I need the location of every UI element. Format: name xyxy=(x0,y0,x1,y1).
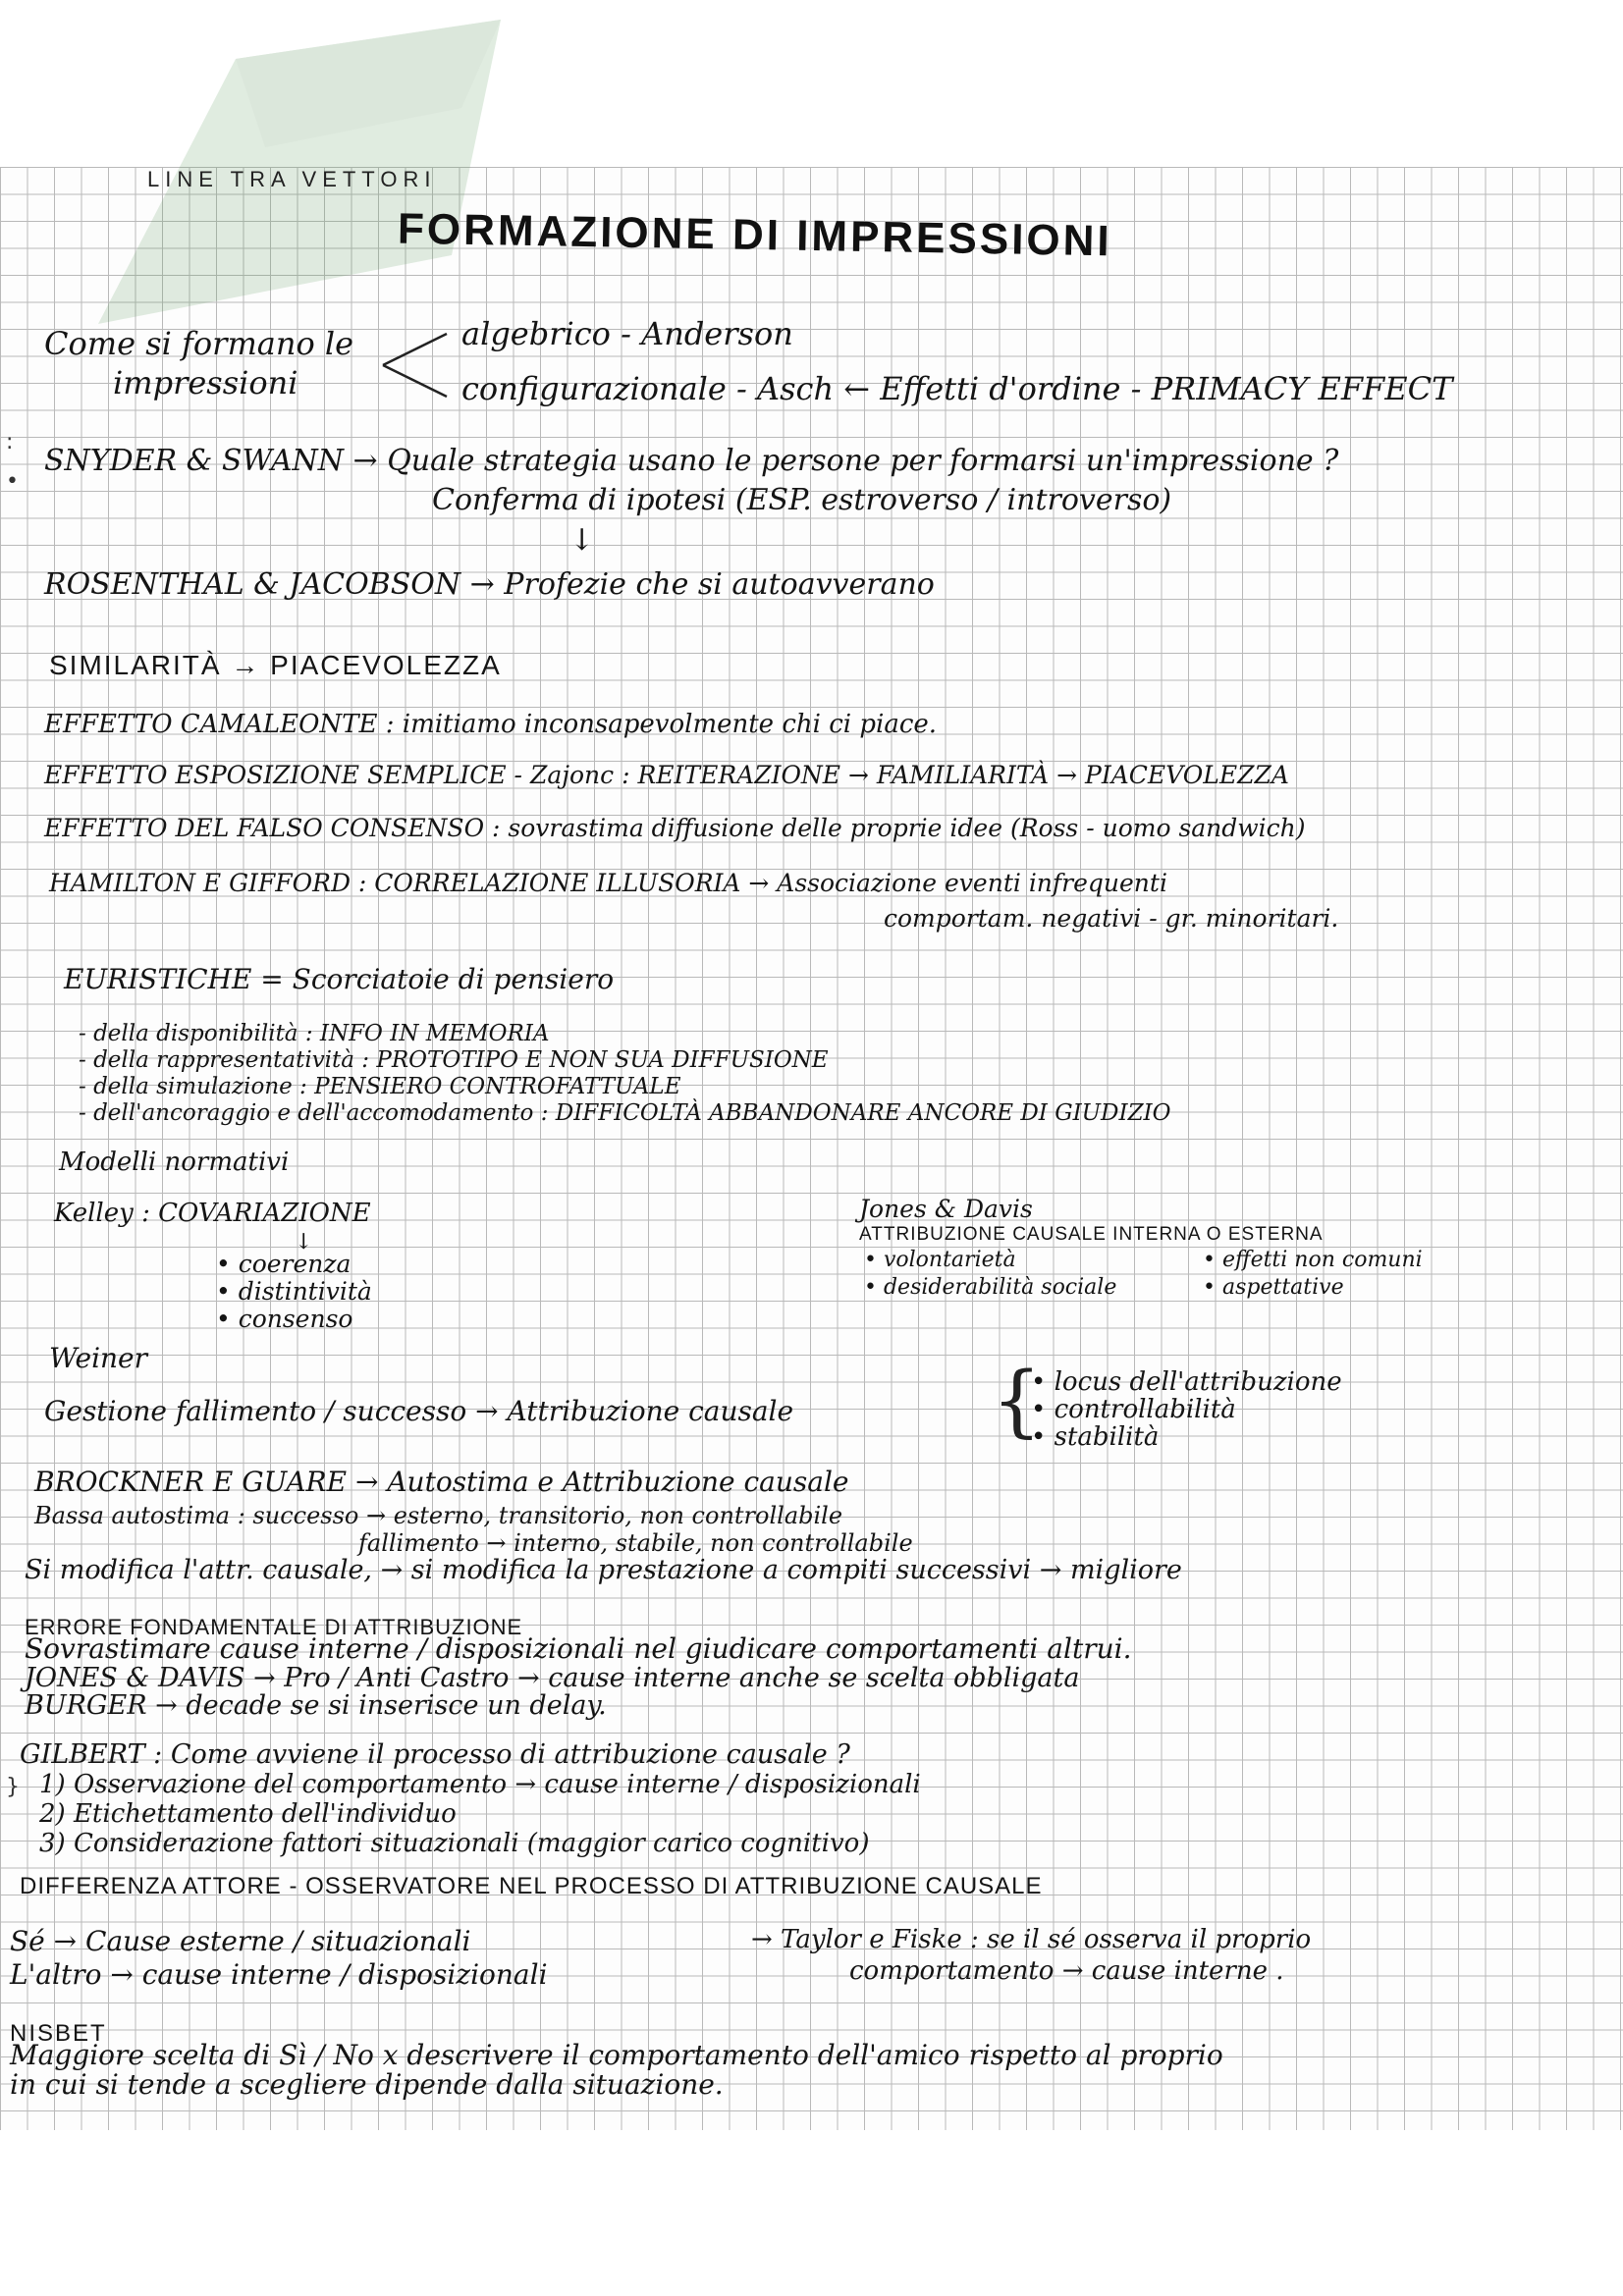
line-aspettative: • aspettative xyxy=(1203,1275,1344,1300)
line-sovrastimare: Sovrastimare cause interne / disposizionali nel giudicare comportamenti altrui. xyxy=(25,1632,1132,1665)
line-conferma: Conferma di ipotesi (ESP. estroverso / introverso) xyxy=(432,483,1172,517)
line-modelli: Modelli normativi xyxy=(59,1148,290,1177)
margin-bracket: } xyxy=(6,1775,20,1799)
line-ancoraggio: - dell'ancoraggio e dell'accomodamento : DIFFICOLTÀ ABBANDONARE ANCORE DI GIUDIZIO xyxy=(79,1100,1171,1126)
brace-icon: { xyxy=(992,1355,1042,1446)
line-gilbert: GILBERT : Come avviene il processo di attribuzione causale ? xyxy=(20,1739,850,1770)
line-brockner: BROCKNER E GUARE → Autostima e Attribuzione causale xyxy=(34,1466,849,1498)
line-effetti: • effetti non comuni xyxy=(1203,1248,1423,1272)
arrow-down-icon: ↓ xyxy=(295,1230,313,1255)
line-desiderabilita: • desiderabilità sociale xyxy=(864,1275,1117,1300)
line-impressioni: impressioni xyxy=(113,364,298,401)
line-gilbert-1: 1) Osservazione del comportamento → cause interne / disposizionali xyxy=(39,1770,921,1799)
line-algebrico: algebrico - Anderson xyxy=(461,315,793,352)
line-se: Sé → Cause esterne / situazionali xyxy=(10,1925,471,1957)
line-rosenthal: ROSENTHAL & JACOBSON → Profezie che si autoavverano xyxy=(44,567,935,602)
line-controllabilita: • controllabilità xyxy=(1031,1395,1236,1424)
line-simulazione: - della simulazione : PENSIERO CONTROFATTUALE xyxy=(79,1074,681,1099)
line-come-si-formano: Come si formano le xyxy=(44,325,354,362)
line-stabilita: • stabilità xyxy=(1031,1422,1160,1452)
line-configurazionale: configurazionale - Asch ← Effetti d'ordine - PRIMACY EFFECT xyxy=(461,370,1453,407)
line-taylor-2: comportamento → cause interne . xyxy=(849,1956,1284,1986)
line-maggiore: Maggiore scelta di Sì / No x descrivere il comportamento dell'amico rispetto al proprio xyxy=(10,2039,1223,2071)
branch-lines xyxy=(378,326,457,404)
line-locus: • locus dell'attribuzione xyxy=(1031,1367,1342,1397)
line-si-modifica: Si modifica l'attr. causale, → si modifica la prestazione a compiti successivi → migliore xyxy=(25,1555,1182,1585)
arrow-down-icon: ↓ xyxy=(569,523,595,558)
line-disponibilita: - della disponibilità : INFO IN MEMORIA xyxy=(79,1021,550,1046)
line-in-cui: in cui si tende a scegliere dipende dalla situazione. xyxy=(10,2068,724,2101)
line-falso-consenso: EFFETTO DEL FALSO CONSENSO : sovrastima diffusione delle proprie idee (Ross - uomo sandwich) xyxy=(44,814,1306,842)
margin-dot: • xyxy=(6,469,19,494)
line-jones-davis: Jones & Davis xyxy=(859,1195,1033,1223)
line-camaleonte: EFFETTO CAMALEONTE : imitiamo inconsapevolmente chi ci piace. xyxy=(44,710,938,739)
line-gilbert-2: 2) Etichettamento dell'individuo xyxy=(39,1799,457,1829)
line-distintivita: • distintività xyxy=(216,1277,372,1306)
line-gilbert-3: 3) Considerazione fattori situazionali (maggior carico cognitivo) xyxy=(39,1829,870,1858)
line-hamilton: HAMILTON E GIFFORD : CORRELAZIONE ILLUSORIA → Associazione eventi infrequenti xyxy=(49,869,1167,897)
line-bassa-autostima: Bassa autostima : successo → esterno, transitorio, non controllabile xyxy=(34,1502,843,1529)
line-volontarieta: • volontarietà xyxy=(864,1248,1016,1272)
line-kelley: Kelley : COVARIAZIONE xyxy=(54,1199,371,1228)
line-similarita: SIMILARITÀ → PIACEVOLEZZA xyxy=(49,650,502,680)
line-errore: ERRORE FONDAMENTALE DI ATTRIBUZIONE xyxy=(25,1615,523,1639)
line-esposizione: EFFETTO ESPOSIZIONE SEMPLICE - Zajonc : REITERAZIONE → FAMILIARITÀ → PIACEVOLEZZA xyxy=(44,761,1289,789)
line-burger: BURGER → decade se si inserisce un delay. xyxy=(25,1690,607,1721)
line-laltro: L'altro → cause interne / disposizionali xyxy=(10,1958,548,1991)
margin-dot: : xyxy=(6,430,14,454)
header-note: LINE TRA VETTORI xyxy=(147,167,437,191)
line-rappresentativita: - della rappresentatività : PROTOTIPO E NON SUA DIFFUSIONE xyxy=(79,1047,829,1073)
line-taylor: → Taylor e Fiske : se il sé osserva il proprio xyxy=(751,1925,1312,1954)
line-nisbet: NISBET xyxy=(10,2020,107,2047)
line-differenza: DIFFERENZA ATTORE - OSSERVATORE NEL PROCESSO DI ATTRIBUZIONE CAUSALE xyxy=(20,1873,1043,1899)
line-coerenza: • coerenza xyxy=(216,1250,352,1278)
line-consenso: • consenso xyxy=(216,1305,353,1333)
line-fallimento: fallimento → interno, stabile, non controllabile xyxy=(358,1529,913,1557)
line-jones-davis-2: JONES & DAVIS → Pro / Anti Castro → cause interne anche se scelta obbligata xyxy=(25,1663,1080,1693)
line-snyder: SNYDER & SWANN → Quale strategia usano le persone per formarsi un'impressione ? xyxy=(44,444,1339,478)
line-comportam: comportam. negativi - gr. minoritari. xyxy=(884,904,1339,933)
line-weiner: Weiner xyxy=(49,1342,148,1374)
line-gestione: Gestione fallimento / successo → Attribuzione causale xyxy=(44,1395,794,1427)
line-attribuzione-causale: ATTRIBUZIONE CAUSALE INTERNA O ESTERNA xyxy=(859,1224,1324,1245)
line-euristiche: EURISTICHE = Scorciatoie di pensiero xyxy=(64,963,615,995)
page-title: FORMAZIONE DI IMPRESSIONI xyxy=(397,204,1113,266)
